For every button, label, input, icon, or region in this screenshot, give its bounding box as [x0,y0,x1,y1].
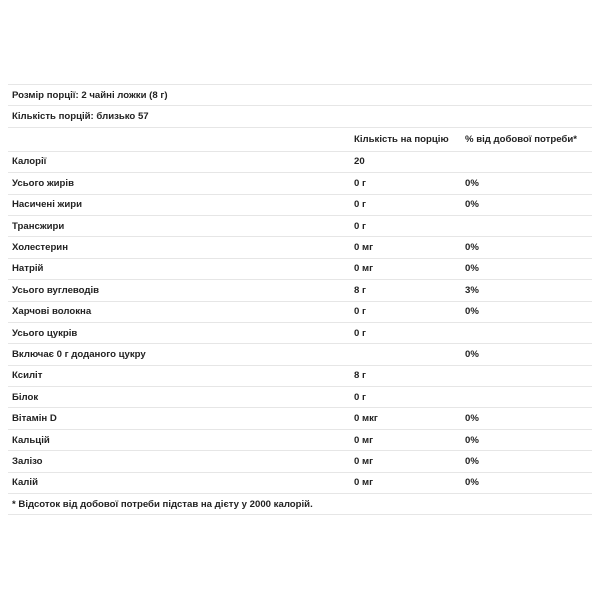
nutrient-name: Трансжири [12,220,65,232]
table-row [8,450,592,471]
nutrient-name: Калорії [12,156,47,168]
table-row [8,236,592,257]
table-row [8,194,592,215]
nutrient-daily-value: 0% [465,477,479,489]
nutrient-name: Включає 0 г доданого цукру [12,348,146,360]
nutrient-name: Усього жирів [12,177,74,189]
nutrient-daily-value: 0% [465,177,479,189]
table-row [8,429,592,450]
header-daily-value: % від добової потреби* [465,133,577,145]
table-row [8,343,592,364]
table-row [8,215,592,236]
table-row [8,301,592,322]
nutrient-daily-value: 3% [465,284,479,296]
table-row [8,258,592,279]
nutrient-daily-value: 0% [465,242,479,254]
nutrient-name: Усього вуглеводів [12,284,100,296]
footnote-row [8,493,592,515]
nutrient-amount: 8 г [354,284,366,296]
nutrient-amount: 0 г [354,199,366,211]
nutrient-amount: 0 мг [354,242,374,254]
nutrient-name: Білок [12,391,39,403]
nutrient-amount: 0 мг [354,477,374,489]
footnote: * Відсоток від добової потреби підстав на дієту у 2000 калорій. [12,498,313,510]
nutrient-amount: 0 мг [354,455,374,467]
nutrient-daily-value: 0% [465,413,479,425]
nutrient-daily-value: 0% [465,306,479,318]
table-row [8,151,592,172]
table-row [8,279,592,300]
nutrient-daily-value: 0% [465,199,479,211]
table-header-row [8,127,592,151]
nutrient-name: Вітамін D [12,413,57,425]
table-row [8,322,592,343]
nutrition-facts-table [8,84,592,515]
nutrient-name: Усього цукрів [12,327,78,339]
nutrient-amount: 0 г [354,391,366,403]
nutrient-amount: 0 г [354,177,366,189]
nutrient-amount: 20 [354,156,365,168]
servings-count: Кількість порцій: близько 57 [12,111,149,123]
nutrient-amount: 0 мг [354,263,374,275]
nutrient-name: Ксиліт [12,370,43,382]
table-row [8,407,592,428]
header-amount: Кількість на порцію [354,133,449,145]
nutrient-amount: 0 г [354,220,366,232]
nutrient-name: Залізо [12,455,43,467]
nutrient-daily-value: 0% [465,263,479,275]
table-row [8,172,592,193]
servings-count-row [8,105,592,126]
table-row [8,365,592,386]
nutrient-daily-value: 0% [465,434,479,446]
nutrient-name: Насичені жири [12,199,82,211]
serving-size: Розмір порції: 2 чайні ложки (8 г) [12,89,168,101]
nutrient-name: Натрій [12,263,44,275]
nutrient-amount: 0 мг [354,434,374,446]
serving-size-row [8,84,592,105]
nutrient-amount: 0 г [354,306,366,318]
nutrient-daily-value: 0% [465,455,479,467]
table-row [8,472,592,493]
nutrient-amount: 0 мкг [354,413,378,425]
nutrient-name: Кальцій [12,434,50,446]
nutrient-name: Холестерин [12,242,68,254]
nutrient-amount: 8 г [354,370,366,382]
nutrient-amount: 0 г [354,327,366,339]
nutrient-name: Калій [12,477,38,489]
nutrient-daily-value: 0% [465,348,479,360]
nutrient-name: Харчові волокна [12,306,92,318]
table-row [8,386,592,407]
